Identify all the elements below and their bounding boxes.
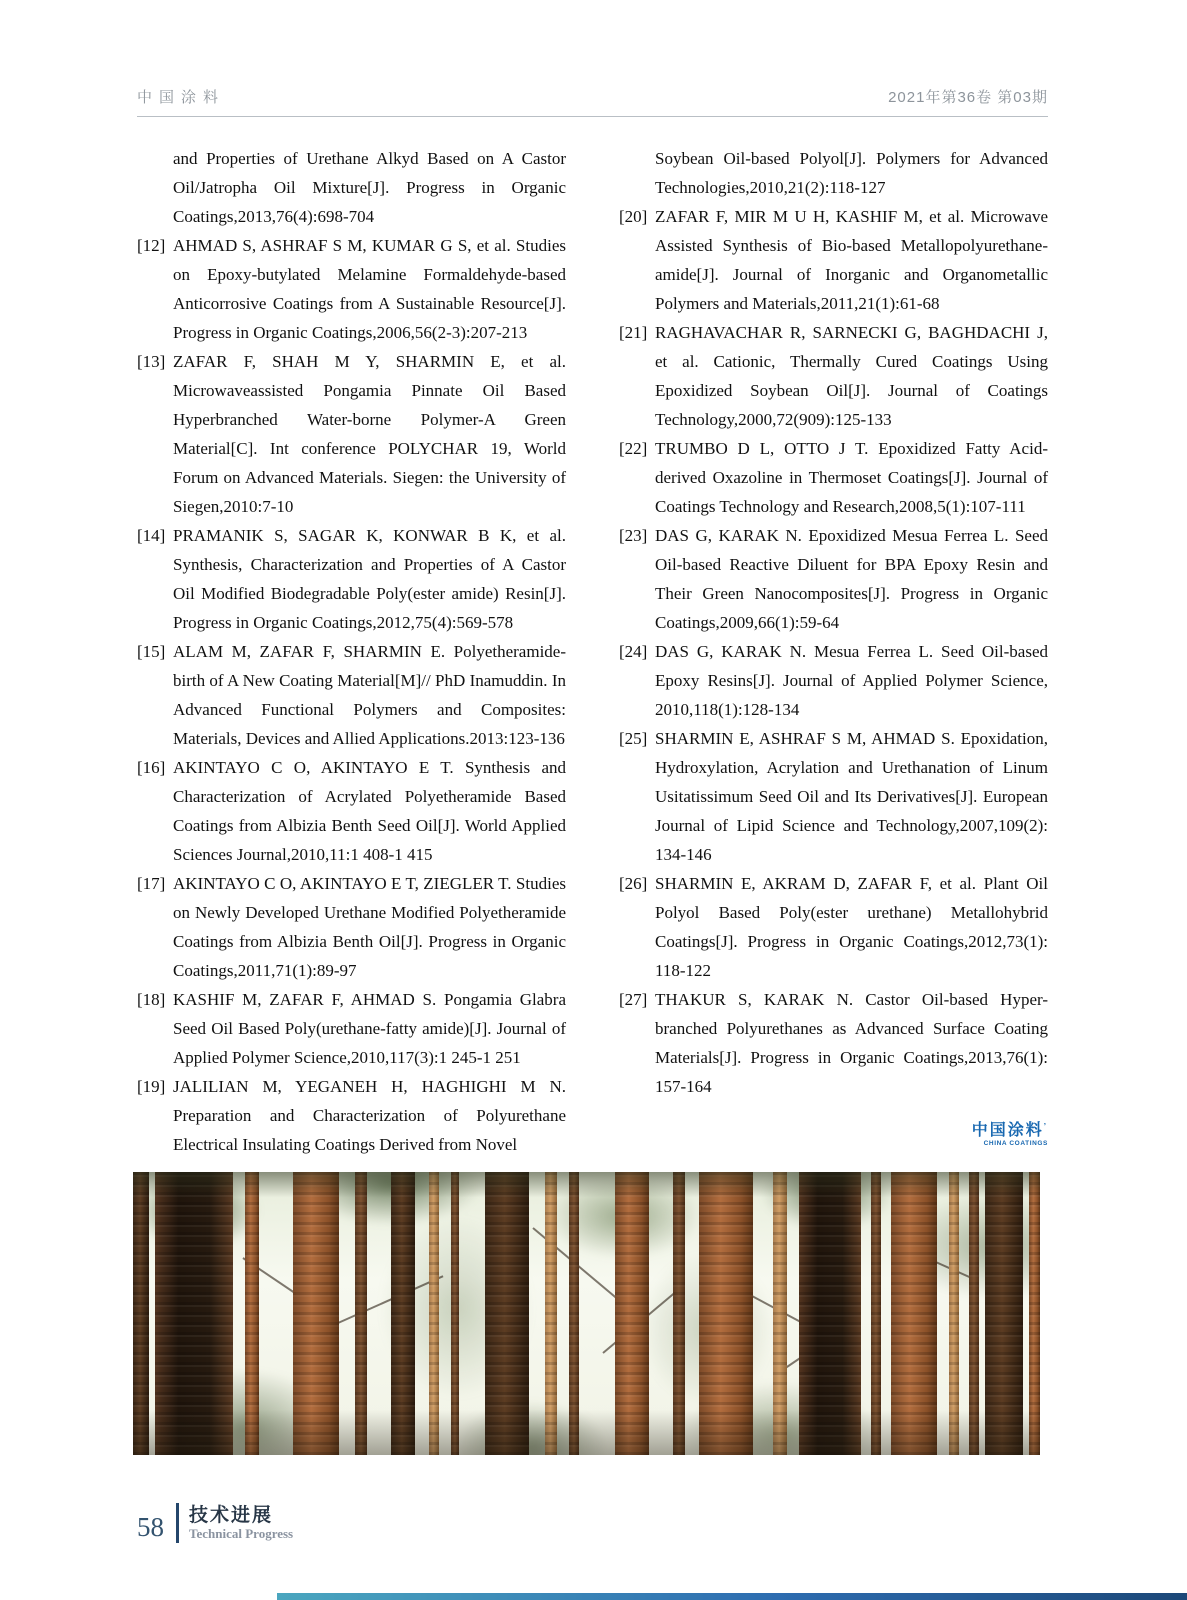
reference-text: JALILIAN M, YEGANEH H, HAGHIGHI M N. Preparation and Characterization of Polyurethane Electrical Insulating Coatings Derived from Novel	[173, 1077, 566, 1154]
tree-trunk	[969, 1172, 979, 1455]
tree-trunk	[985, 1172, 1023, 1455]
reference-number: [26]	[619, 874, 648, 893]
tree-trunk	[133, 1172, 149, 1455]
reference-item	[619, 985, 1048, 1101]
reference-number: [25]	[619, 729, 648, 748]
reference-number: [20]	[619, 207, 648, 226]
reference-item	[619, 869, 1048, 985]
reference-item	[619, 202, 1048, 318]
tree-trunk	[569, 1172, 579, 1455]
brand-logo	[619, 1123, 1048, 1148]
reference-text: RAGHAVACHAR R, SARNECKI G, BAGHDACHI J, et al. Cationic, Thermally Cured Coatings Using Epoxidized Soybean Oil[J]. Journal of Coatings Technology,2000,72(909):125-133	[655, 323, 1048, 429]
references-column-right	[619, 144, 1048, 1159]
tree-trunk	[391, 1172, 415, 1455]
brand-name-cn: 中国涂料	[971, 1122, 1044, 1139]
reference-text: ZAFAR F, SHAH M Y, SHARMIN E, et al. Microwaveassisted Pongamia Pinnate Oil Based Hyperbranched Water-borne Polymer-A Green Material[C]. Int conference POLYCHAR 19, World Forum on Advanced Materials. Siegen: the University of Siegen,2010:7-10	[173, 352, 566, 516]
reference-item	[619, 521, 1048, 637]
references-column-left	[137, 144, 566, 1159]
reference-text: PRAMANIK S, SAGAR K, KONWAR B K, et al. Synthesis, Characterization and Properties of A Castor Oil Modified Biodegradable Poly(ester amide) Resin[J]. Progress in Organic Coatings,2012,75(4):569-578	[173, 526, 566, 632]
tree-trunk	[891, 1172, 937, 1455]
reference-number: [14]	[137, 526, 166, 545]
reference-number: [12]	[137, 236, 166, 255]
reference-number: [22]	[619, 439, 648, 458]
reference-text: KASHIF M, ZAFAR F, AHMAD S. Pongamia Glabra Seed Oil Based Poly(urethane-fatty amide)[J]. Journal of Applied Polymer Science,2010,117(3):1 245-1 251	[173, 990, 566, 1067]
tree-trunk	[799, 1172, 861, 1455]
reference-number: [19]	[137, 1077, 166, 1096]
reference-item	[137, 753, 566, 869]
reference-item	[137, 985, 566, 1072]
tree-trunk	[155, 1172, 233, 1455]
brand-logo-cn	[619, 1123, 1048, 1139]
tree-trunk	[615, 1172, 649, 1455]
footer-divider	[176, 1503, 179, 1543]
reference-text: Soybean Oil-based Polyol[J]. Polymers for Advanced Technologies,2010,21(2):118-127	[655, 149, 1048, 197]
reference-number: [17]	[137, 874, 166, 893]
tree-trunk	[673, 1172, 685, 1455]
tree-trunk	[429, 1172, 439, 1455]
reference-item	[137, 1072, 566, 1159]
section-title-cn: 技术进展	[189, 1505, 274, 1526]
reference-number: [21]	[619, 323, 648, 342]
reference-number: [16]	[137, 758, 166, 777]
reference-item	[619, 318, 1048, 434]
reference-item	[137, 869, 566, 985]
tree-trunk	[245, 1172, 259, 1455]
page-footer	[137, 1503, 293, 1543]
references-section	[137, 144, 1048, 1159]
reference-text: SHARMIN E, ASHRAF S M, AHMAD S. Epoxidation, Hydroxylation, Acrylation and Urethanation of Linum Usitatissimum Seed Oil and Its Derivatives[J]. European Journal of Lipid Science and Technology,2007,109(2): 134-146	[655, 729, 1048, 864]
section-title-en: Technical Progress	[189, 1526, 294, 1541]
tree-trunk	[293, 1172, 339, 1455]
page-content	[137, 86, 1048, 1159]
tree-trunk	[545, 1172, 557, 1455]
reference-text: AKINTAYO C O, AKINTAYO E T, ZIEGLER T. Studies on Newly Developed Urethane Modified Polyetheramide Coatings from Albizia Benth Oil[J]. Progress in Organic Coatings,2011,71(1):89-97	[173, 874, 566, 980]
reference-text: AHMAD S, ASHRAF S M, KUMAR G S, et al. Studies on Epoxy-butylated Melamine Formaldehyde-based Anticorrosive Coatings from A Sustainable Resource[J]. Progress in Organic Coatings,2006,56(2-3):207-213	[173, 236, 566, 342]
trademark-mark: ’	[1043, 1122, 1048, 1131]
reference-item	[137, 347, 566, 521]
reference-number: [24]	[619, 642, 648, 661]
tree-trunk	[949, 1172, 959, 1455]
reference-item	[137, 521, 566, 637]
reference-number: [15]	[137, 642, 166, 661]
tree-trunk	[1029, 1172, 1040, 1455]
brand-logo-en: CHINA COATINGS	[983, 1140, 1048, 1147]
reference-item	[619, 724, 1048, 869]
reference-text: SHARMIN E, AKRAM D, ZAFAR F, et al. Plant Oil Polyol Based Poly(ester urethane) Metallohybrid Coatings[J]. Progress in Organic Coatings,2012,73(1): 118-122	[655, 874, 1048, 980]
reference-item	[619, 637, 1048, 724]
reference-item	[619, 434, 1048, 521]
reference-text: DAS G, KARAK N. Epoxidized Mesua Ferrea L. Seed Oil-based Reactive Diluent for BPA Epoxy Resin and Their Green Nanocomposites[J]. Progress in Organic Coatings,2009,66(1):59-64	[655, 526, 1048, 632]
journal-name: 中国涂料	[137, 89, 226, 106]
reference-item	[137, 231, 566, 347]
issue-info: 2021年第36卷 第03期	[888, 89, 1048, 106]
reference-number: [23]	[619, 526, 648, 545]
reference-item	[137, 144, 566, 231]
reference-text: TRUMBO D L, OTTO J T. Epoxidized Fatty Acid-derived Oxazoline in Thermoset Coatings[J]. Journal of Coatings Technology and Research,2008,5(1):107-111	[655, 439, 1048, 516]
footer-section	[189, 1503, 293, 1543]
tree-trunk	[773, 1172, 787, 1455]
tree-trunk	[451, 1172, 459, 1455]
reference-text: DAS G, KARAK N. Mesua Ferrea L. Seed Oil-based Epoxy Resins[J]. Journal of Applied Polymer Science, 2010,118(1):128-134	[655, 642, 1048, 719]
reference-text: and Properties of Urethane Alkyd Based on A Castor Oil/Jatropha Oil Mixture[J]. Progress in Organic Coatings,2013,76(4):698-704	[173, 149, 566, 226]
reference-text: THAKUR S, KARAK N. Castor Oil-based Hyper-branched Polyurethanes as Advanced Surface Coating Materials[J]. Progress in Organic Coatings,2013,76(1): 157-164	[655, 990, 1048, 1096]
page-number: 58	[137, 1512, 164, 1542]
tree-trunk	[871, 1172, 881, 1455]
reference-item	[619, 144, 1048, 202]
reference-number: [18]	[137, 990, 166, 1009]
reference-number: [27]	[619, 990, 648, 1009]
bottom-accent-bar	[277, 1593, 1187, 1600]
forest-photo	[133, 1172, 1040, 1455]
reference-item	[137, 637, 566, 753]
tree-trunk	[485, 1172, 529, 1455]
reference-text: AKINTAYO C O, AKINTAYO E T. Synthesis and Characterization of Acrylated Polyetheramide Based Coatings from Albizia Benth Seed Oil[J]. World Applied Sciences Journal,2010,11:1 408-1 415	[173, 758, 566, 864]
page-header	[137, 86, 1048, 117]
reference-text: ALAM M, ZAFAR F, SHARMIN E. Polyetheramide-birth of A New Coating Material[M]// PhD Inamuddin. In Advanced Functional Polymers and Composites: Materials, Devices and Allied Applications.2013:123-136	[173, 642, 566, 748]
tree-trunk	[699, 1172, 753, 1455]
reference-text: ZAFAR F, MIR M U H, KASHIF M, et al. Microwave Assisted Synthesis of Bio-based Metallopolyurethane-amide[J]. Journal of Inorganic and Organometallic Polymers and Materials,2011,21(1):61-68	[655, 207, 1048, 313]
tree-trunk	[355, 1172, 367, 1455]
reference-number: [13]	[137, 352, 166, 371]
